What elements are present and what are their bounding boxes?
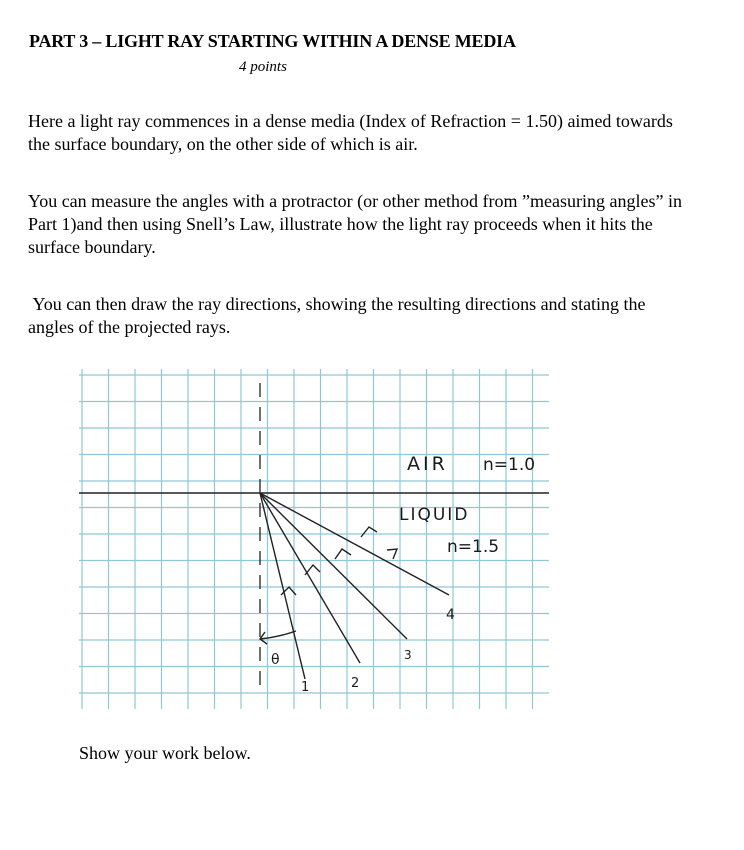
air-index: n=1.0 <box>483 455 536 475</box>
page-title: PART 3 – LIGHT RAY STARTING WITHIN A DENSE MEDIA <box>29 31 516 51</box>
paragraph-intro: Here a light ray commences in a dense media (Index of Refraction = 1.50) aimed towards the surface boundary, on the other side of which is air. <box>28 111 673 154</box>
liquid-label: LIQUID <box>399 505 470 525</box>
show-work-label: Show your work below. <box>79 743 251 763</box>
air-label: AIR <box>407 453 448 475</box>
ray-2-label: 2 <box>351 676 360 691</box>
liquid-index: n=1.5 <box>447 537 500 557</box>
ray-4-label: 4 <box>446 607 455 623</box>
paragraph-instructions: You can measure the angles with a protractor (or other method from ”measuring angles” in Part 1)and then using Snell’s Law, illustrate how the light ray proceeds when it hits the surface boundary. <box>28 191 682 257</box>
refraction-diagram <box>79 369 549 709</box>
ray-3-label: 3 <box>404 648 412 662</box>
paragraph-draw: You can then draw the ray directions, showing the resulting directions and stating the angles of the projected rays. <box>28 294 651 337</box>
points-label: 4 points <box>239 59 287 75</box>
angle-theta-label: θ <box>271 652 280 668</box>
ray-1-label: 1 <box>301 680 310 695</box>
